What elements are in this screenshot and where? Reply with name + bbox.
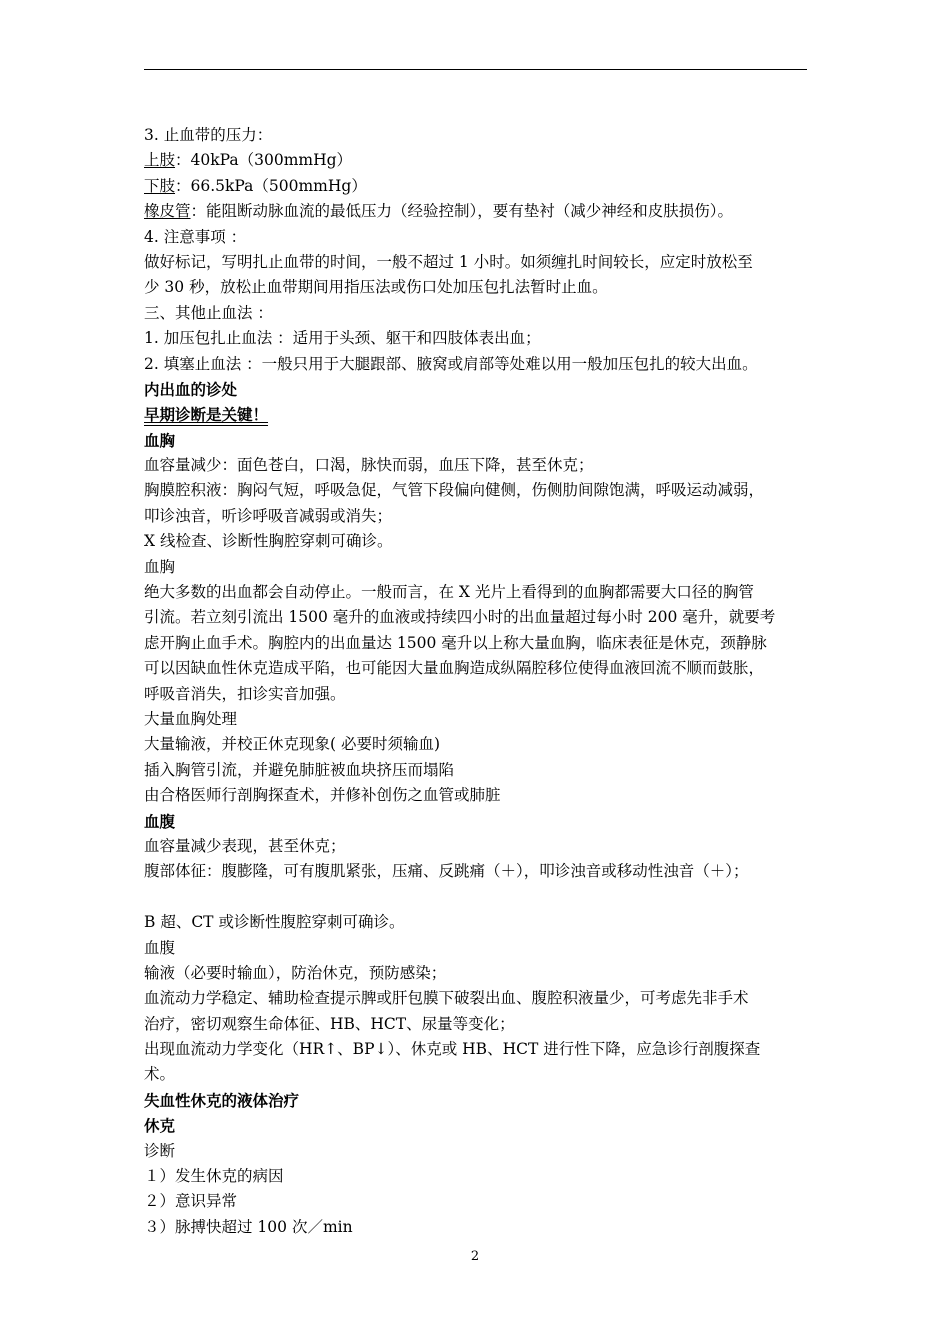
line-text: X 线检查、诊断性胸腔穿刺可确诊。 bbox=[144, 532, 393, 551]
text-line bbox=[144, 631, 820, 656]
underlined-term: 橡皮管 bbox=[144, 202, 191, 221]
line-text: ：66.5kPa（500mmHg） bbox=[175, 176, 367, 195]
text-line bbox=[144, 174, 820, 199]
line-text: B 超、CT 或诊断性腹腔穿刺可确诊。 bbox=[144, 913, 405, 932]
line-text: 失血性休克的液体治疗 bbox=[144, 1090, 300, 1110]
line-text: 诊断 bbox=[144, 1141, 176, 1160]
text-line bbox=[144, 580, 820, 605]
line-text: 休克 bbox=[144, 1116, 176, 1136]
text-line bbox=[144, 1189, 820, 1214]
section-heading bbox=[144, 377, 820, 402]
header-rule bbox=[144, 69, 807, 70]
section-heading bbox=[144, 402, 820, 427]
text-line bbox=[144, 148, 820, 173]
line-text: 腹部体征：腹膨隆，可有腹肌紧张，压痛、反跳痛（＋），叩诊浊音或移动性浊音（＋）； bbox=[144, 862, 749, 881]
line-text: 大量输液，并校正休克现象( 必要时须输血) bbox=[144, 735, 441, 754]
line-text: 做好标记，写明扎止血带的时间，一般不超过 1 小时。如须缠扎时间较长，应定时放松至 bbox=[144, 252, 753, 271]
line-text: 少 30 秒，放松止血带期间用指压法或伤口处加压包扎法暂时止血。 bbox=[144, 278, 608, 297]
line-text: 出现血流动力学变化（HR↑、BP↓）、休克或 HB、HCT 进行性下降，应急诊行剖腹探查 bbox=[144, 1040, 761, 1059]
text-line bbox=[144, 453, 820, 478]
line-text: 3. 止血带的压力： bbox=[144, 126, 273, 144]
line-text: 血容量减少表现，甚至休克； bbox=[144, 836, 346, 855]
text-line bbox=[144, 352, 820, 377]
text-line bbox=[144, 1139, 820, 1164]
text-line bbox=[144, 123, 820, 148]
line-text: 血腹 bbox=[144, 811, 176, 831]
text-line bbox=[144, 225, 820, 250]
line-text: 胸膜腔积液：胸闷气短，呼吸急促，气管下段偏向健侧，伤侧肋间隙饱满，呼吸运动减弱， bbox=[144, 481, 765, 500]
text-line bbox=[144, 936, 820, 961]
line-text: 2. 填塞止血法 ：一般只用于大腿跟部、腋窝或肩部等处难以用一般加压包扎的较大出血。 bbox=[144, 354, 758, 373]
line-text: ３）脉搏快超过 100 次／min bbox=[144, 1217, 353, 1236]
text-line bbox=[144, 986, 820, 1011]
line-text: 由合格医师行剖胸探查术，并修补创伤之血管或肺脏 bbox=[144, 786, 501, 805]
line-text: 血胸 bbox=[144, 430, 176, 450]
text-line bbox=[144, 504, 820, 529]
text-line bbox=[144, 1215, 820, 1240]
text-line bbox=[144, 555, 820, 580]
section-heading bbox=[144, 428, 820, 453]
line-text: 虑开胸止血手术。胸腔内的出血量达 1500 毫升以上称大量血胸，临床表征是休克，颈静脉 bbox=[144, 633, 767, 652]
line-text: 叩诊浊音，听诊呼吸音减弱或消失； bbox=[144, 506, 393, 525]
text-line bbox=[144, 961, 820, 986]
line-text: 术。 bbox=[144, 1065, 176, 1084]
text-line bbox=[144, 732, 820, 757]
line-text: 内出血的诊处 bbox=[144, 379, 238, 399]
text-line bbox=[144, 656, 820, 681]
text-line bbox=[144, 199, 820, 224]
text-line bbox=[144, 885, 820, 910]
line-text: 大量血胸处理 bbox=[144, 709, 238, 728]
underlined-term: 下肢 bbox=[144, 176, 176, 195]
line-text: １）发生休克的病因 bbox=[144, 1167, 284, 1186]
line-text: 治疗，密切观察生命体征、HB、HCT、尿量等变化； bbox=[144, 1014, 515, 1033]
text-line bbox=[144, 1012, 820, 1037]
text-line bbox=[144, 250, 820, 275]
text-line bbox=[144, 783, 820, 808]
line-text: 引流。若立刻引流出 1500 毫升的血液或持续四小时的出血量超过每小时 200 毫升，就要考 bbox=[144, 608, 776, 627]
line-text: ：40kPa（300mmHg） bbox=[175, 151, 353, 170]
line-text: 输液（必要时输血），防治休克，预防感染； bbox=[144, 963, 447, 982]
line-text: 1. 加压包扎止血法 ：适用于头颈、躯干和四肢体表出血； bbox=[144, 329, 541, 348]
text-line bbox=[144, 910, 820, 935]
line-text: 血腹 bbox=[144, 938, 176, 957]
line-text: 三、其他止血法 ： bbox=[144, 303, 273, 322]
text-line bbox=[144, 758, 820, 783]
text-line bbox=[144, 859, 820, 884]
text-line bbox=[144, 275, 820, 300]
line-text: 血流动力学稳定、辅助检查提示脾或肝包膜下破裂出血、腹腔积液量少，可考虑先非手术 bbox=[144, 989, 749, 1008]
line-text: 血胸 bbox=[144, 557, 176, 576]
section-heading bbox=[144, 1088, 820, 1113]
line-text: 4. 注意事项 ： bbox=[144, 227, 247, 246]
text-line bbox=[144, 1062, 820, 1087]
page-number: 2 bbox=[470, 1249, 480, 1264]
text-line bbox=[144, 707, 820, 732]
text-line bbox=[144, 529, 820, 554]
line-text: 早期诊断是关键！ bbox=[144, 405, 269, 425]
line-text: ：能阻断动脉血流的最低压力（经验控制），要有垫衬（减少神经和皮肤损伤）。 bbox=[190, 202, 734, 221]
text-line bbox=[144, 301, 820, 326]
section-heading bbox=[144, 809, 820, 834]
document-body bbox=[144, 123, 820, 1240]
text-line bbox=[144, 834, 820, 859]
text-line bbox=[144, 1164, 820, 1189]
line-text: 插入胸管引流，并避免肺脏被血块挤压而塌陷 bbox=[144, 760, 455, 779]
text-line bbox=[144, 605, 820, 630]
section-heading bbox=[144, 1113, 820, 1138]
text-line bbox=[144, 326, 820, 351]
line-text: 呼吸音消失，扣诊实音加强。 bbox=[144, 684, 346, 703]
text-line bbox=[144, 682, 820, 707]
underlined-term: 上肢 bbox=[144, 151, 176, 170]
text-line bbox=[144, 478, 820, 503]
line-text: ２）意识异常 bbox=[144, 1192, 238, 1211]
line-text: 可以因缺血性休克造成平陷，也可能因大量血胸造成纵隔腔移位使得血液回流不顺而鼓胀， bbox=[144, 659, 765, 678]
text-line bbox=[144, 1037, 820, 1062]
line-text: 绝大多数的出血都会自动停止。一般而言，在 X 光片上看得到的血胸都需要大口径的胸管 bbox=[144, 583, 754, 602]
line-text: 血容量减少：面色苍白，口渴，脉快而弱，血压下降，甚至休克； bbox=[144, 456, 594, 475]
